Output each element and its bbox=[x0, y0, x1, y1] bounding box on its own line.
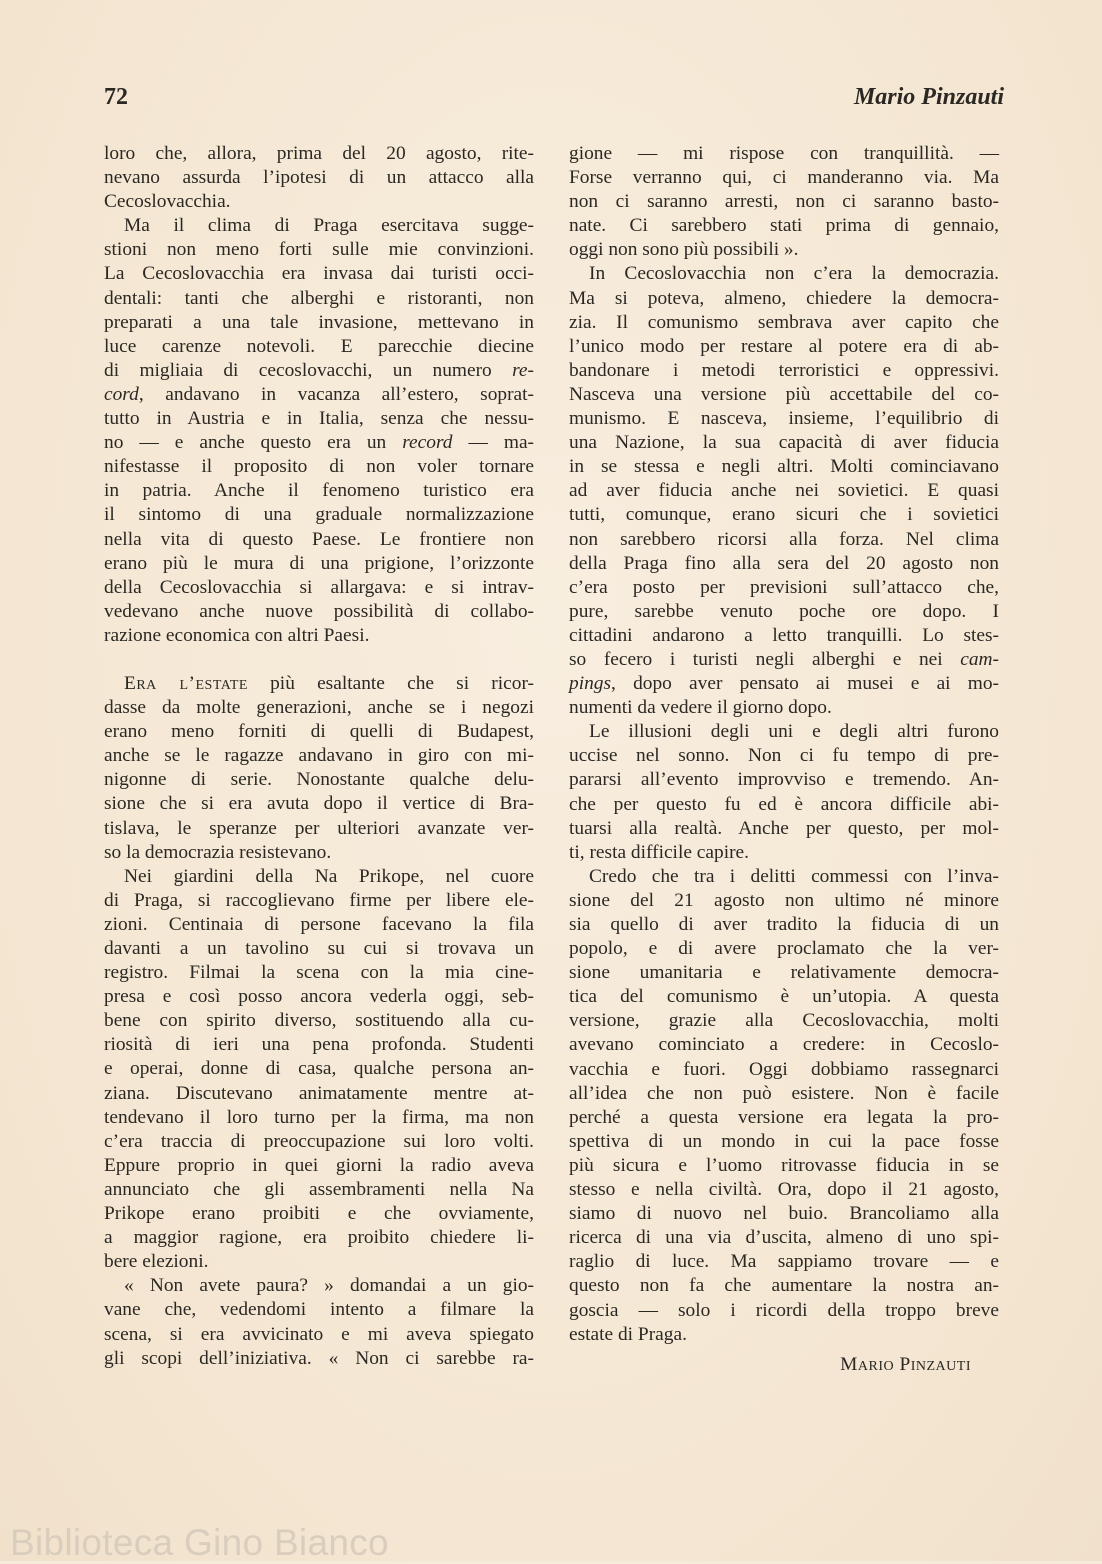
text-line: sione del 21 agosto non ultimo né minore bbox=[569, 889, 999, 911]
text-line: non sarebbero ricorsi alla forza. Nel clima bbox=[569, 528, 999, 550]
text-line: registro. Filmai la scena con la mia cine- bbox=[104, 962, 534, 984]
text-line: ad aver fiducia anche nei sovietici. E quasi bbox=[569, 480, 999, 502]
text-line: in patria. Anche il fenomeno turistico era bbox=[104, 480, 534, 502]
text-run: più esaltante che si ricor- bbox=[247, 672, 534, 694]
text-line: munismo. E nasceva, insieme, l’equilibrio di bbox=[569, 408, 999, 430]
text-line: stioni non meno forti sulle mie convinzioni. bbox=[104, 239, 534, 261]
running-head-author: Mario Pinzauti bbox=[853, 84, 1004, 110]
text-line: della Praga fino alla sera del 20 agosto non bbox=[569, 552, 999, 574]
text-line: Eppure proprio in quei giorni la radio aveva bbox=[104, 1154, 534, 1176]
italic-word: record bbox=[402, 432, 453, 454]
text-line: gione — mi rispose con tranquillità. — bbox=[569, 143, 999, 164]
text-line: La Cecoslovacchia era invasa dai turisti occi- bbox=[104, 263, 534, 285]
text-line: estate di Praga. bbox=[569, 1323, 687, 1345]
text-line: razione economica con altri Paesi. bbox=[104, 624, 370, 646]
text-line bbox=[104, 431, 534, 455]
text-line: stesso e nella civiltà. Ora, dopo il 21 agosto, bbox=[569, 1179, 999, 1201]
text-line: vane che, vedendomi intento a filmare la bbox=[104, 1299, 534, 1321]
text-line: tutti, comunque, erano sicuri che i sovietici bbox=[569, 504, 999, 526]
text-line: una Nazione, la sua capacità di aver fiducia bbox=[569, 432, 999, 454]
text-line: nella vita di questo Paese. Le frontiere non bbox=[104, 528, 534, 550]
text-line: Cecoslovacchia. bbox=[104, 191, 231, 213]
text-line: che per questo fu ed è ancora difficile abi- bbox=[569, 793, 999, 815]
text-line: tendevano il loro turno per la firma, ma non bbox=[104, 1106, 534, 1128]
text-line: nifestasse il proposito di non voler tornare bbox=[104, 456, 534, 478]
text-line: c’era posto per previsioni sull’attacco che, bbox=[569, 576, 999, 598]
text-line: sia quello di aver tradito la fiducia di un bbox=[569, 914, 999, 935]
text-line: In Cecoslovacchia non c’era la democrazia. bbox=[589, 263, 999, 285]
text-line bbox=[104, 383, 534, 407]
text-run: di migliaia di cecoslovacchi, un numero bbox=[104, 359, 513, 381]
author-signature: Mario Pinzauti bbox=[840, 1353, 971, 1375]
text-line: « Non avete paura? » domandai a un gio- bbox=[124, 1275, 534, 1297]
text-line: bere elezioni. bbox=[104, 1251, 209, 1273]
text-line: annunciato che gli assembramenti nella Na bbox=[104, 1178, 534, 1200]
text-line: numenti da vedere il giorno dopo. bbox=[569, 697, 832, 719]
text-run: — ma- bbox=[452, 432, 535, 454]
text-line bbox=[104, 672, 534, 696]
text-line: erano più le mura di una prigione, l’orizzonte bbox=[104, 552, 534, 574]
text-line: versione, grazie alla Cecoslovacchia, molti bbox=[569, 1010, 999, 1032]
text-line: tislava, le speranze per ulteriori avanzate ver- bbox=[104, 817, 534, 839]
text-line: oggi non sono più possibili ». bbox=[569, 239, 799, 261]
text-line: riosità di ieri una pena profonda. Studenti bbox=[104, 1034, 534, 1056]
text-line: l’unico modo per restare al potere era di ab- bbox=[569, 335, 999, 357]
text-line: zioni. Centinaia di persone facevano la fila bbox=[104, 913, 534, 935]
text-line: davanti a un tavolino su cui si trovava un bbox=[104, 938, 534, 959]
text-line: Prikope erano proibiti e che ovviamente, bbox=[104, 1203, 534, 1225]
text-line: dentali: tanti che alberghi e ristoranti, non bbox=[104, 287, 534, 309]
italic-word: cam- bbox=[960, 648, 999, 670]
text-line: ti, resta difficile capire. bbox=[569, 841, 749, 863]
text-line: tica del comunismo è un’utopia. A questa bbox=[569, 986, 999, 1008]
text-line: raglio di luce. Ma sappiamo trovare — e bbox=[569, 1251, 999, 1273]
text-line: ricerca di una via d’uscita, almeno di uno spi- bbox=[569, 1227, 999, 1249]
text-line: anche se le ragazze andavano in giro con mi- bbox=[104, 745, 534, 767]
text-line: cittadini andarono a letto tranquilli. Lo stes- bbox=[569, 624, 999, 646]
text-line: nigonne di serie. Nonostante qualche delu- bbox=[104, 769, 534, 791]
text-line: e operai, donne di casa, qualche persona an- bbox=[104, 1058, 534, 1080]
text-line: bene con spirito diverso, sostituendo alla cu- bbox=[104, 1010, 534, 1032]
text-run: , dopo aver pensato ai musei e ai mo- bbox=[611, 673, 999, 695]
text-line: Credo che tra i delitti commessi con l’inva- bbox=[589, 865, 999, 887]
text-line: bandonare i metodi terroristici e oppressivi. bbox=[569, 359, 999, 381]
text-line: erano meno forniti di quelli di Budapest, bbox=[104, 721, 534, 743]
text-line: in se stessa e negli altri. Molti cominciavano bbox=[569, 456, 999, 478]
text-line: più sicura e l’uomo ritrovasse fiducia in se bbox=[569, 1154, 999, 1176]
text-line: nate. Ci sarebbero stati prima di gennaio, bbox=[569, 215, 999, 237]
text-line: c’era traccia di preoccupazione sui loro volti. bbox=[104, 1130, 534, 1152]
text-line: vedevano anche nuove possibilità di collabo- bbox=[104, 600, 534, 622]
text-line: Forse verranno qui, ci manderanno via. Ma bbox=[569, 167, 999, 189]
text-run: so fecero i turisti negli alberghi e nei bbox=[569, 648, 961, 670]
right-text-column bbox=[569, 142, 999, 1377]
text-line: Nei giardini della Na Prikope, nel cuore bbox=[124, 865, 534, 887]
text-line: Ma il clima di Praga esercitava sugge- bbox=[124, 215, 534, 237]
text-line: luce carenze notevoli. E parecchie diecine bbox=[104, 335, 534, 357]
text-line bbox=[569, 672, 999, 696]
text-line: avevano cominciato a credere: in Cecoslo- bbox=[569, 1034, 999, 1056]
italic-word: re- bbox=[512, 359, 534, 381]
page-header bbox=[104, 84, 1004, 118]
text-line: vacchia e fuori. Oggi dobbiamo rassegnarci bbox=[569, 1058, 999, 1080]
text-line: scena, si era avvicinato e mi aveva spiegato bbox=[104, 1323, 534, 1345]
text-line: ziana. Discutevano animatamente mentre at- bbox=[104, 1082, 534, 1104]
small-caps-lead: Era l’estate bbox=[124, 672, 248, 694]
text-line: a maggior ragione, era proibito chiedere li- bbox=[104, 1227, 534, 1249]
text-line: della Cecoslovacchia si allargava: e si intrav- bbox=[104, 576, 534, 598]
section-break bbox=[104, 648, 534, 672]
text-line: Nasceva una versione più accettabile del co- bbox=[569, 383, 999, 405]
italic-word: pings bbox=[569, 673, 612, 695]
text-line: popolo, e di avere proclamato che la ver- bbox=[569, 938, 999, 960]
text-run: no — e anche questo era un bbox=[104, 432, 403, 454]
text-line: Ma si poteva, almeno, chiedere la democra- bbox=[569, 287, 999, 309]
text-line: sione che si era avuta dopo il vertice di Bra- bbox=[104, 793, 534, 815]
text-line: di Praga, si raccoglievano firme per libere ele- bbox=[104, 889, 534, 911]
text-line: presa e così posso ancora vederla oggi, seb- bbox=[104, 986, 534, 1008]
text-line: perché a questa versione era legata la pro- bbox=[569, 1106, 999, 1128]
text-line: spettiva di un mondo in cui la pace fosse bbox=[569, 1130, 999, 1152]
italic-word: cord bbox=[104, 383, 139, 405]
text-line: pure, sarebbe venuto poche ore dopo. I bbox=[569, 600, 999, 622]
text-line: tutto in Austria e in Italia, senza che nessu- bbox=[104, 408, 534, 430]
text-line: zia. Il comunismo sembrava aver capito che bbox=[569, 311, 999, 333]
text-line: il sintomo di una graduale normalizzazione bbox=[104, 504, 534, 526]
text-line: loro che, allora, prima del 20 agosto, rite- bbox=[104, 143, 534, 164]
text-line: dasse da molte generazioni, anche se i negozi bbox=[104, 697, 534, 719]
text-line: pararsi all’evento improvviso e tremendo. An- bbox=[569, 769, 999, 791]
text-line: non ci saranno arresti, non ci saranno basto- bbox=[569, 191, 999, 213]
text-line: siamo di nuovo nel buio. Brancoliamo alla bbox=[569, 1203, 999, 1225]
text-line: gli scopi dell’iniziativa. « Non ci sarebbe ra- bbox=[104, 1347, 534, 1369]
text-line: questo non fa che aumentare la nostra an- bbox=[569, 1275, 999, 1297]
text-run: , andavano in vacanza all’estero, soprat- bbox=[138, 383, 534, 405]
text-line: nevano assurda l’ipotesi di un attacco alla bbox=[104, 167, 534, 189]
page-number: 72 bbox=[104, 84, 128, 110]
text-line bbox=[569, 648, 999, 672]
text-line: tuarsi alla realtà. Anche per questo, per mol- bbox=[569, 817, 999, 839]
left-text-column bbox=[104, 142, 534, 1371]
text-line: Le illusioni degli uni e degli altri furono bbox=[589, 721, 999, 743]
text-line bbox=[104, 359, 534, 383]
text-line: so la democrazia resistevano. bbox=[104, 841, 332, 863]
text-line: uccise nel sonno. Non ci fu tempo di pre- bbox=[569, 745, 999, 767]
text-line: preparati a una tale invasione, mettevano in bbox=[104, 311, 534, 333]
text-line: sione umanitaria e relativamente democra- bbox=[569, 962, 999, 984]
library-watermark: Biblioteca Gino Bianco bbox=[10, 1522, 389, 1563]
text-line: goscia — solo i ricordi della troppo breve bbox=[569, 1299, 999, 1321]
text-line: all’idea che non può esistere. Non è facile bbox=[569, 1082, 999, 1104]
